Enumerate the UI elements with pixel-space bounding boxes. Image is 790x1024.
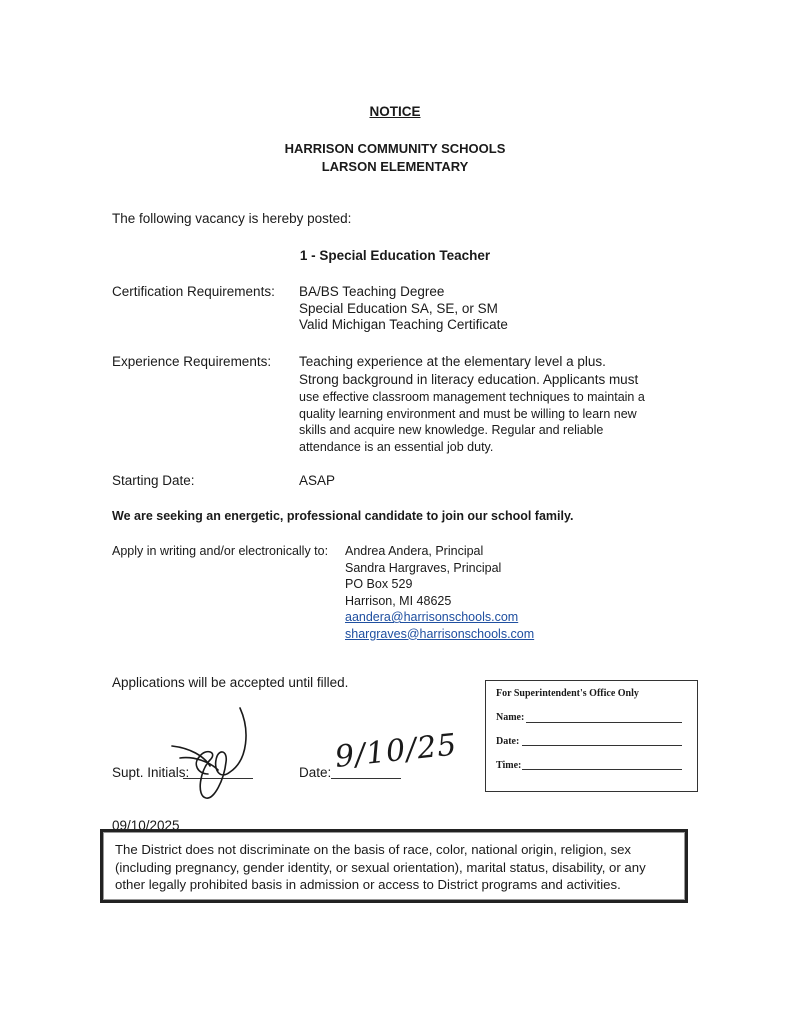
email-link-hargraves[interactable]: shargraves@harrisonschools.com (345, 626, 535, 641)
starting-date-value: ASAP (299, 473, 336, 488)
experience-label: Experience Requirements: (112, 354, 272, 369)
contact-line: Sandra Hargraves, Principal (345, 560, 502, 575)
handwritten-date: 9/10/25 (333, 727, 459, 775)
notice-heading: NOTICE (369, 104, 421, 119)
position-title: 1 - Special Education Teacher (299, 248, 491, 263)
contact-line: PO Box 529 (345, 577, 413, 591)
certification-list (299, 284, 508, 334)
supt-signature (170, 700, 260, 805)
experience-line: Teaching experience at the elementary level a plus. (299, 354, 606, 369)
certification-item: BA/BS Teaching Degree (299, 284, 445, 299)
apply-label: Apply in writing and/or electronically to: (112, 544, 329, 558)
experience-line: use effective classroom management techniques to maintain a (299, 390, 645, 404)
office-time-line (522, 769, 682, 770)
seeking-statement: We are seeking an energetic, professional candidate to join our school family. (112, 509, 574, 523)
nondiscrimination-statement: The District does not discriminate on the basis of race, color, national origin, religion, sex (including pregnancy, gender identity, or sexual orientation), marital status, disability, or any other legally prohibited basis in admission or access to District programs and activities. (100, 829, 688, 903)
experience-line: Strong background in literacy education. Applicants must (299, 372, 639, 387)
applications-accepted-text: Applications will be accepted until filled. (112, 675, 349, 690)
date-line (331, 778, 401, 779)
contact-line: Andrea Andera, Principal (345, 544, 484, 558)
supt-initials-label: Supt. Initials: (112, 765, 190, 780)
school-name: LARSON ELEMENTARY (321, 159, 469, 174)
apply-contacts (345, 543, 534, 642)
posted-date: 09/10/2025 (112, 818, 180, 833)
certification-item: Valid Michigan Teaching Certificate (299, 317, 508, 332)
date-label: Date: (299, 765, 332, 780)
office-time-label: Time: (496, 760, 522, 771)
office-name-line (526, 722, 682, 723)
starting-date-label: Starting Date: (112, 473, 195, 488)
superintendent-office-box (485, 680, 698, 792)
experience-line: skills and acquire new knowledge. Regular and reliable (299, 423, 604, 437)
office-date-line (522, 745, 682, 746)
email-link-andera[interactable]: aandera@harrisonschools.com (345, 610, 519, 624)
certification-item: Special Education SA, SE, or SM (299, 300, 498, 316)
contact-line: Harrison, MI 48625 (345, 593, 452, 608)
experience-line: attendance is an essential job duty. (299, 439, 494, 454)
office-date-label: Date: (496, 736, 520, 747)
experience-line: quality learning environment and must be willing to learn new (299, 406, 637, 421)
office-box-title: For Superintendent's Office Only (496, 688, 639, 699)
intro-text: The following vacancy is hereby posted: (112, 211, 352, 226)
office-name-label: Name: (496, 712, 525, 723)
certification-label: Certification Requirements: (112, 284, 275, 299)
district-name: HARRISON COMMUNITY SCHOOLS (284, 141, 506, 156)
